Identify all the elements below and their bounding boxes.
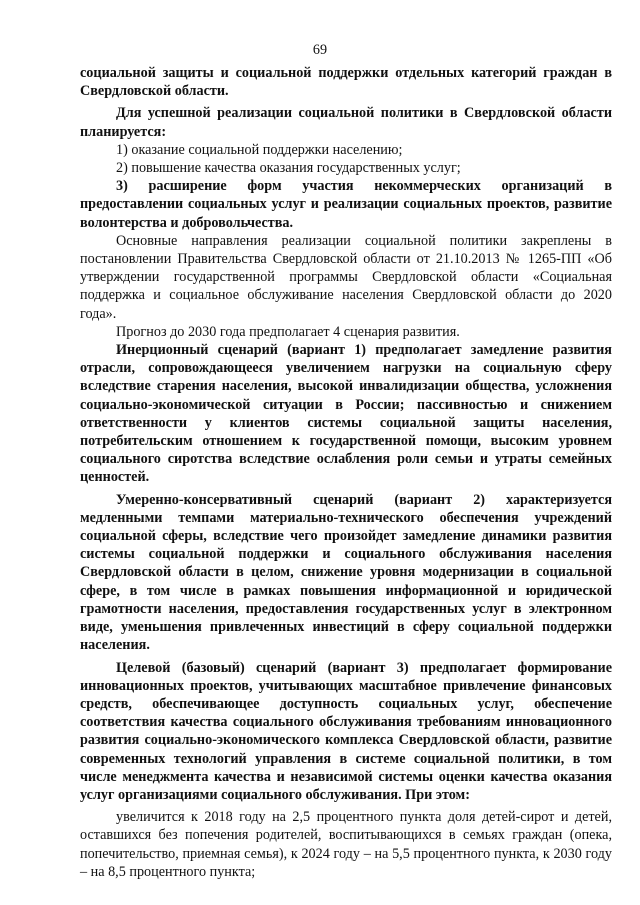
paragraph-inertial-scenario: Инерционный сценарий (вариант 1) предполагает замедление развития отрасли, сопровождающееся увеличением нагрузки на социальную сферу вследствие старения населения, высокой инвалидизации общества, усложнения социально-экономической ситуации в России; пассивностью и снижением ответственности у клиентов системы социальной защиты населения, потребительским отношением к государственной помощи, высоким уровнем социального сиротства вследствие ослабления роли семьи и утраты семейных ценностей. xyxy=(80,342,612,486)
paragraph-forecast: Прогноз до 2030 года предполагает 4 сценария развития. xyxy=(116,323,460,340)
page-number: 69 xyxy=(312,42,328,58)
list-item: 1) оказание социальной поддержки населению; xyxy=(116,141,403,158)
list-item: 2) повышение качества оказания государственных услуг; xyxy=(116,160,461,177)
paragraph-main-directions: Основные направления реализации социальной политики закреплены в постановлении Правительства Свердловской области от 21.10.2013 № 1265-ПП «Об утверждении государственной программы Свердловской области «Социальная поддержка и социальное обслуживание населения Свердловской области до 2020 года». xyxy=(80,232,612,322)
list-item: 3) расширение форм участия некоммерческих организаций в предоставлении социальных услуг и реализации социальных проектов, развитие волонтерства и добровольчества. xyxy=(80,178,612,231)
paragraph-intro-continuation: социальной защиты и социальной поддержки отдельных категорий граждан в Свердловской области. xyxy=(80,65,612,100)
paragraph-orphans-indicator: увеличится к 2018 году на 2,5 процентного пункта доля детей-сирот и детей, оставшихся без попечения родителей, воспитывающихся в семьях граждан (опека, попечительство, приемная семья), к 2024 году – на 5,5 процентного пункта, к 2030 году – на 8,5 процентного пункта; xyxy=(80,809,612,880)
document-body xyxy=(80,64,612,881)
paragraph-moderate-scenario: Умеренно-консервативный сценарий (вариант 2) характеризуется медленными темпами материально-технического обеспечения учреждений социальной сферы, вследствие чего произойдет замедление динамики развития системы социальной поддержки и социального обслуживания населения Свердловской области в целом, снижение уровня модернизации в социальной сфере, в том числе в рамках повышения информационной и юридической грамотности населения, предоставления государственных услуг в электронном виде, уменьшения привлеченных инвестиций в сферу социальной поддержки населения. xyxy=(80,491,612,654)
paragraph-plans: Для успешной реализации социальной политики в Свердловской области планируется: xyxy=(80,105,612,140)
plans-list xyxy=(80,141,612,232)
paragraph-target-scenario: Целевой (базовый) сценарий (вариант 3) предполагает формирование инновационных проектов, учитывающих масштабное привлечение финансовых средств, обеспечивающее доступность социальных услуг, обеспечение соответствия качества социального обслуживания требованиям инновационного развития социально-экономического комплекса Свердловской области, развитие современных технологий управления в системе социальной политики, в том числе менеджмента качества и независимой системы оценки качества оказания услуг организациями социального обслуживания. При этом: xyxy=(80,659,612,803)
